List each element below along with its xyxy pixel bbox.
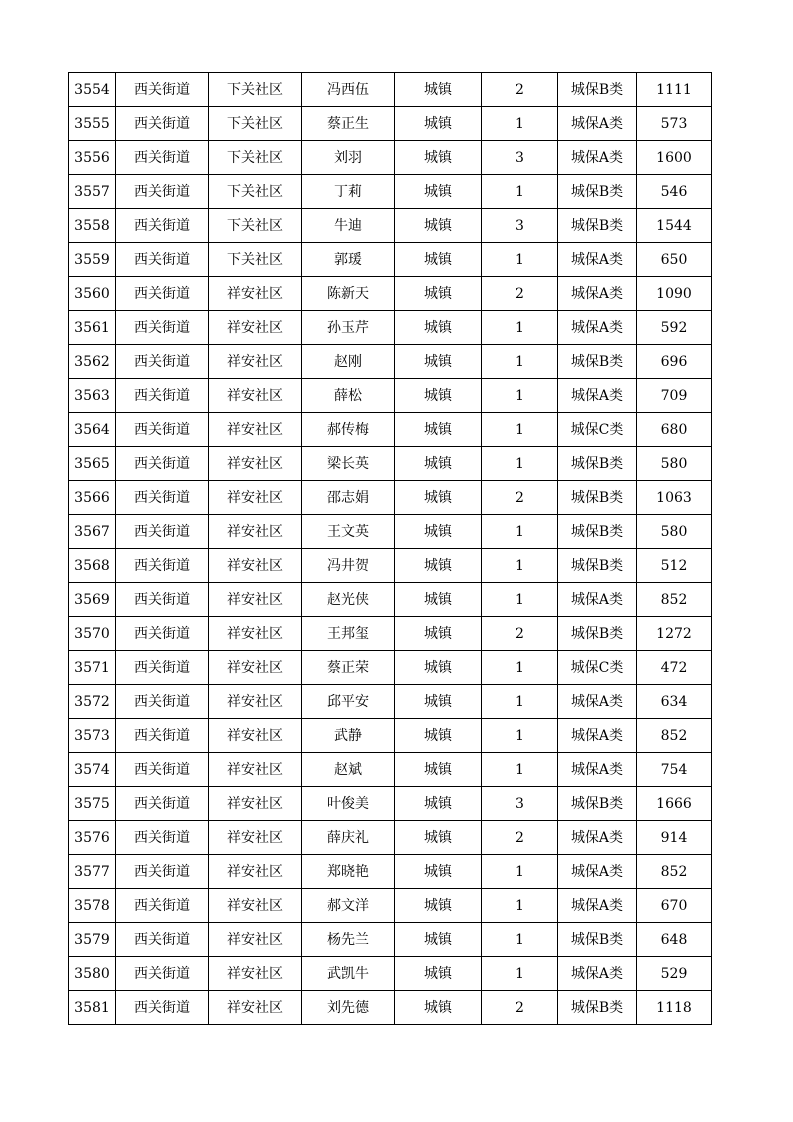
serial-number-cell: 3577 — [69, 855, 116, 889]
subdistrict-cell: 西关街道 — [116, 447, 209, 481]
name-cell: 刘先德 — [302, 991, 395, 1025]
name-cell: 武静 — [302, 719, 395, 753]
household-size-cell: 1 — [482, 957, 558, 991]
table-row — [69, 243, 712, 277]
name-cell: 郭瑗 — [302, 243, 395, 277]
community-cell: 祥安社区 — [209, 345, 302, 379]
serial-number-cell: 3557 — [69, 175, 116, 209]
community-cell: 祥安社区 — [209, 481, 302, 515]
serial-number-cell: 3579 — [69, 923, 116, 957]
subdistrict-cell: 西关街道 — [116, 107, 209, 141]
area-type-cell: 城镇 — [395, 549, 482, 583]
amount-cell: 592 — [637, 311, 712, 345]
area-type-cell: 城镇 — [395, 243, 482, 277]
category-cell: 城保A类 — [558, 753, 637, 787]
area-type-cell: 城镇 — [395, 311, 482, 345]
table-row — [69, 719, 712, 753]
name-cell: 赵光侠 — [302, 583, 395, 617]
serial-number-cell: 3571 — [69, 651, 116, 685]
area-type-cell: 城镇 — [395, 277, 482, 311]
area-type-cell: 城镇 — [395, 617, 482, 651]
community-cell: 祥安社区 — [209, 617, 302, 651]
community-cell: 下关社区 — [209, 73, 302, 107]
area-type-cell: 城镇 — [395, 787, 482, 821]
name-cell: 孙玉芹 — [302, 311, 395, 345]
category-cell: 城保B类 — [558, 923, 637, 957]
subdistrict-cell: 西关街道 — [116, 73, 209, 107]
serial-number-cell: 3559 — [69, 243, 116, 277]
table-row — [69, 141, 712, 175]
subdistrict-cell: 西关街道 — [116, 209, 209, 243]
serial-number-cell: 3565 — [69, 447, 116, 481]
amount-cell: 1272 — [637, 617, 712, 651]
name-cell: 赵刚 — [302, 345, 395, 379]
community-cell: 祥安社区 — [209, 515, 302, 549]
category-cell: 城保B类 — [558, 447, 637, 481]
serial-number-cell: 3572 — [69, 685, 116, 719]
amount-cell: 546 — [637, 175, 712, 209]
household-size-cell: 2 — [482, 73, 558, 107]
area-type-cell: 城镇 — [395, 923, 482, 957]
amount-cell: 529 — [637, 957, 712, 991]
area-type-cell: 城镇 — [395, 73, 482, 107]
amount-cell: 648 — [637, 923, 712, 957]
category-cell: 城保B类 — [558, 617, 637, 651]
category-cell: 城保A类 — [558, 583, 637, 617]
category-cell: 城保A类 — [558, 379, 637, 413]
household-size-cell: 2 — [482, 821, 558, 855]
area-type-cell: 城镇 — [395, 719, 482, 753]
category-cell: 城保B类 — [558, 481, 637, 515]
household-size-cell: 1 — [482, 243, 558, 277]
household-size-cell: 1 — [482, 923, 558, 957]
serial-number-cell: 3564 — [69, 413, 116, 447]
household-size-cell: 3 — [482, 209, 558, 243]
table-row — [69, 107, 712, 141]
community-cell: 祥安社区 — [209, 379, 302, 413]
household-size-cell: 1 — [482, 719, 558, 753]
area-type-cell: 城镇 — [395, 651, 482, 685]
household-size-cell: 1 — [482, 107, 558, 141]
subdistrict-cell: 西关街道 — [116, 719, 209, 753]
table-row — [69, 889, 712, 923]
category-cell: 城保A类 — [558, 821, 637, 855]
subdistrict-cell: 西关街道 — [116, 787, 209, 821]
serial-number-cell: 3558 — [69, 209, 116, 243]
subdistrict-cell: 西关街道 — [116, 141, 209, 175]
subdistrict-cell: 西关街道 — [116, 923, 209, 957]
table-row — [69, 787, 712, 821]
amount-cell: 852 — [637, 855, 712, 889]
amount-cell: 914 — [637, 821, 712, 855]
subdistrict-cell: 西关街道 — [116, 991, 209, 1025]
community-cell: 下关社区 — [209, 107, 302, 141]
household-size-cell: 3 — [482, 787, 558, 821]
serial-number-cell: 3568 — [69, 549, 116, 583]
category-cell: 城保B类 — [558, 345, 637, 379]
area-type-cell: 城镇 — [395, 753, 482, 787]
area-type-cell: 城镇 — [395, 515, 482, 549]
serial-number-cell: 3556 — [69, 141, 116, 175]
name-cell: 王文英 — [302, 515, 395, 549]
community-cell: 下关社区 — [209, 209, 302, 243]
amount-cell: 580 — [637, 447, 712, 481]
area-type-cell: 城镇 — [395, 821, 482, 855]
roster-table-body — [69, 73, 712, 1025]
category-cell: 城保A类 — [558, 889, 637, 923]
table-row — [69, 923, 712, 957]
community-cell: 下关社区 — [209, 243, 302, 277]
category-cell: 城保A类 — [558, 311, 637, 345]
subdistrict-cell: 西关街道 — [116, 311, 209, 345]
household-size-cell: 1 — [482, 345, 558, 379]
serial-number-cell: 3580 — [69, 957, 116, 991]
household-size-cell: 1 — [482, 413, 558, 447]
roster-table — [68, 72, 712, 1025]
name-cell: 郑晓艳 — [302, 855, 395, 889]
name-cell: 邵志娟 — [302, 481, 395, 515]
amount-cell: 573 — [637, 107, 712, 141]
subdistrict-cell: 西关街道 — [116, 685, 209, 719]
amount-cell: 1544 — [637, 209, 712, 243]
amount-cell: 1666 — [637, 787, 712, 821]
household-size-cell: 1 — [482, 583, 558, 617]
community-cell: 祥安社区 — [209, 583, 302, 617]
subdistrict-cell: 西关街道 — [116, 345, 209, 379]
area-type-cell: 城镇 — [395, 379, 482, 413]
serial-number-cell: 3570 — [69, 617, 116, 651]
subdistrict-cell: 西关街道 — [116, 855, 209, 889]
community-cell: 祥安社区 — [209, 651, 302, 685]
community-cell: 下关社区 — [209, 175, 302, 209]
category-cell: 城保C类 — [558, 413, 637, 447]
serial-number-cell: 3567 — [69, 515, 116, 549]
amount-cell: 1090 — [637, 277, 712, 311]
community-cell: 祥安社区 — [209, 413, 302, 447]
name-cell: 赵斌 — [302, 753, 395, 787]
community-cell: 祥安社区 — [209, 277, 302, 311]
subdistrict-cell: 西关街道 — [116, 549, 209, 583]
community-cell: 祥安社区 — [209, 821, 302, 855]
table-row — [69, 311, 712, 345]
household-size-cell: 1 — [482, 651, 558, 685]
name-cell: 刘羽 — [302, 141, 395, 175]
community-cell: 祥安社区 — [209, 719, 302, 753]
household-size-cell: 1 — [482, 685, 558, 719]
category-cell: 城保B类 — [558, 209, 637, 243]
serial-number-cell: 3578 — [69, 889, 116, 923]
serial-number-cell: 3575 — [69, 787, 116, 821]
amount-cell: 512 — [637, 549, 712, 583]
household-size-cell: 1 — [482, 753, 558, 787]
area-type-cell: 城镇 — [395, 957, 482, 991]
serial-number-cell: 3562 — [69, 345, 116, 379]
category-cell: 城保A类 — [558, 685, 637, 719]
area-type-cell: 城镇 — [395, 107, 482, 141]
serial-number-cell: 3554 — [69, 73, 116, 107]
table-row — [69, 209, 712, 243]
serial-number-cell: 3574 — [69, 753, 116, 787]
table-row — [69, 481, 712, 515]
serial-number-cell: 3573 — [69, 719, 116, 753]
table-row — [69, 175, 712, 209]
subdistrict-cell: 西关街道 — [116, 889, 209, 923]
subdistrict-cell: 西关街道 — [116, 175, 209, 209]
serial-number-cell: 3569 — [69, 583, 116, 617]
serial-number-cell: 3566 — [69, 481, 116, 515]
category-cell: 城保B类 — [558, 991, 637, 1025]
amount-cell: 709 — [637, 379, 712, 413]
household-size-cell: 1 — [482, 311, 558, 345]
household-size-cell: 3 — [482, 141, 558, 175]
category-cell: 城保B类 — [558, 787, 637, 821]
name-cell: 薛松 — [302, 379, 395, 413]
name-cell: 陈新天 — [302, 277, 395, 311]
category-cell: 城保B类 — [558, 515, 637, 549]
subdistrict-cell: 西关街道 — [116, 413, 209, 447]
name-cell: 梁长英 — [302, 447, 395, 481]
household-size-cell: 1 — [482, 889, 558, 923]
amount-cell: 472 — [637, 651, 712, 685]
name-cell: 武凯牛 — [302, 957, 395, 991]
amount-cell: 650 — [637, 243, 712, 277]
community-cell: 祥安社区 — [209, 753, 302, 787]
category-cell: 城保B类 — [558, 73, 637, 107]
name-cell: 邱平安 — [302, 685, 395, 719]
amount-cell: 670 — [637, 889, 712, 923]
category-cell: 城保B类 — [558, 175, 637, 209]
community-cell: 祥安社区 — [209, 889, 302, 923]
area-type-cell: 城镇 — [395, 141, 482, 175]
area-type-cell: 城镇 — [395, 685, 482, 719]
area-type-cell: 城镇 — [395, 345, 482, 379]
table-row — [69, 515, 712, 549]
amount-cell: 1063 — [637, 481, 712, 515]
name-cell: 郝传梅 — [302, 413, 395, 447]
category-cell: 城保A类 — [558, 957, 637, 991]
subdistrict-cell: 西关街道 — [116, 515, 209, 549]
area-type-cell: 城镇 — [395, 481, 482, 515]
area-type-cell: 城镇 — [395, 889, 482, 923]
area-type-cell: 城镇 — [395, 991, 482, 1025]
household-size-cell: 1 — [482, 447, 558, 481]
area-type-cell: 城镇 — [395, 447, 482, 481]
serial-number-cell: 3560 — [69, 277, 116, 311]
amount-cell: 1600 — [637, 141, 712, 175]
name-cell: 蔡正生 — [302, 107, 395, 141]
subdistrict-cell: 西关街道 — [116, 753, 209, 787]
household-size-cell: 2 — [482, 481, 558, 515]
serial-number-cell: 3581 — [69, 991, 116, 1025]
subdistrict-cell: 西关街道 — [116, 277, 209, 311]
community-cell: 祥安社区 — [209, 855, 302, 889]
serial-number-cell: 3576 — [69, 821, 116, 855]
table-row — [69, 549, 712, 583]
category-cell: 城保C类 — [558, 651, 637, 685]
table-row — [69, 413, 712, 447]
amount-cell: 1111 — [637, 73, 712, 107]
name-cell: 王邦玺 — [302, 617, 395, 651]
serial-number-cell: 3555 — [69, 107, 116, 141]
community-cell: 祥安社区 — [209, 923, 302, 957]
subdistrict-cell: 西关街道 — [116, 617, 209, 651]
table-row — [69, 685, 712, 719]
household-size-cell: 1 — [482, 379, 558, 413]
amount-cell: 680 — [637, 413, 712, 447]
name-cell: 丁莉 — [302, 175, 395, 209]
household-size-cell: 2 — [482, 991, 558, 1025]
subdistrict-cell: 西关街道 — [116, 957, 209, 991]
area-type-cell: 城镇 — [395, 175, 482, 209]
amount-cell: 634 — [637, 685, 712, 719]
subdistrict-cell: 西关街道 — [116, 651, 209, 685]
household-size-cell: 1 — [482, 515, 558, 549]
amount-cell: 1118 — [637, 991, 712, 1025]
subdistrict-cell: 西关街道 — [116, 481, 209, 515]
name-cell: 牛迪 — [302, 209, 395, 243]
name-cell: 杨先兰 — [302, 923, 395, 957]
name-cell: 蔡正荣 — [302, 651, 395, 685]
table-row — [69, 73, 712, 107]
table-row — [69, 617, 712, 651]
area-type-cell: 城镇 — [395, 855, 482, 889]
subdistrict-cell: 西关街道 — [116, 821, 209, 855]
household-size-cell: 1 — [482, 855, 558, 889]
table-row — [69, 345, 712, 379]
community-cell: 祥安社区 — [209, 685, 302, 719]
household-size-cell: 1 — [482, 549, 558, 583]
table-row — [69, 753, 712, 787]
category-cell: 城保A类 — [558, 243, 637, 277]
area-type-cell: 城镇 — [395, 209, 482, 243]
community-cell: 下关社区 — [209, 141, 302, 175]
amount-cell: 696 — [637, 345, 712, 379]
category-cell: 城保A类 — [558, 141, 637, 175]
community-cell: 祥安社区 — [209, 549, 302, 583]
community-cell: 祥安社区 — [209, 991, 302, 1025]
subdistrict-cell: 西关街道 — [116, 243, 209, 277]
table-row — [69, 379, 712, 413]
area-type-cell: 城镇 — [395, 583, 482, 617]
amount-cell: 852 — [637, 719, 712, 753]
subdistrict-cell: 西关街道 — [116, 583, 209, 617]
table-row — [69, 651, 712, 685]
community-cell: 祥安社区 — [209, 957, 302, 991]
name-cell: 薛庆礼 — [302, 821, 395, 855]
table-row — [69, 583, 712, 617]
serial-number-cell: 3563 — [69, 379, 116, 413]
table-row — [69, 855, 712, 889]
community-cell: 祥安社区 — [209, 447, 302, 481]
category-cell: 城保A类 — [558, 855, 637, 889]
household-size-cell: 1 — [482, 175, 558, 209]
area-type-cell: 城镇 — [395, 413, 482, 447]
amount-cell: 580 — [637, 515, 712, 549]
amount-cell: 754 — [637, 753, 712, 787]
name-cell: 冯西伍 — [302, 73, 395, 107]
community-cell: 祥安社区 — [209, 787, 302, 821]
household-size-cell: 2 — [482, 617, 558, 651]
table-row — [69, 277, 712, 311]
table-row — [69, 447, 712, 481]
category-cell: 城保A类 — [558, 107, 637, 141]
serial-number-cell: 3561 — [69, 311, 116, 345]
name-cell: 郝文洋 — [302, 889, 395, 923]
category-cell: 城保A类 — [558, 277, 637, 311]
name-cell: 叶俊美 — [302, 787, 395, 821]
table-row — [69, 821, 712, 855]
category-cell: 城保B类 — [558, 549, 637, 583]
household-size-cell: 2 — [482, 277, 558, 311]
subdistrict-cell: 西关街道 — [116, 379, 209, 413]
name-cell: 冯井贺 — [302, 549, 395, 583]
table-row — [69, 957, 712, 991]
community-cell: 祥安社区 — [209, 311, 302, 345]
amount-cell: 852 — [637, 583, 712, 617]
category-cell: 城保A类 — [558, 719, 637, 753]
table-row — [69, 991, 712, 1025]
